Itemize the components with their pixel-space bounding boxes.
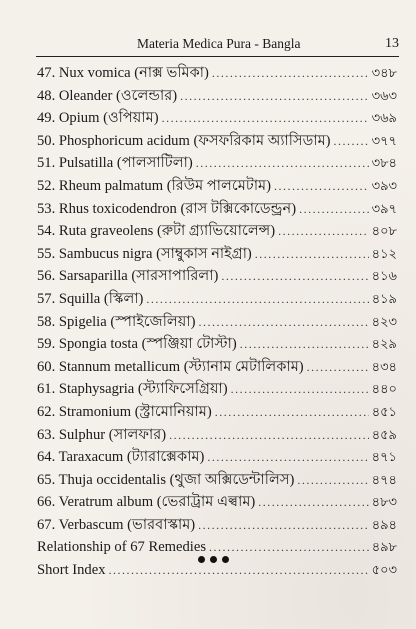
toc-entry <box>37 62 397 85</box>
toc-entry-page: ৪২৯ <box>371 336 397 352</box>
end-ornament <box>198 552 234 568</box>
ornament-dot <box>222 556 229 563</box>
toc-entry-title: 67. Verbascum (ভারবাস্কাম) <box>37 516 196 533</box>
toc-entry-page: ৪৭৪ <box>371 471 397 487</box>
dot-leader <box>109 559 369 582</box>
toc-entry-title: 51. Pulsatilla (পালসাটিলা) <box>37 155 193 172</box>
dot-leader <box>274 175 369 198</box>
dot-leader <box>162 107 369 130</box>
toc-entry-page: ৪২৩ <box>371 313 397 329</box>
toc-entry-title: 52. Rheum palmatum (রিউম পালমেটাম) <box>37 177 272 194</box>
toc-entry-title: 65. Thuja occidentalis (থুজা অক্সিডেন্টালিস) <box>37 471 295 488</box>
dot-leader <box>215 401 369 424</box>
toc-entry-title: Short Index <box>37 562 106 579</box>
dot-leader <box>146 288 368 311</box>
dot-leader <box>307 356 369 379</box>
ornament-dot <box>198 556 205 563</box>
toc-entry-title: 56. Sarsaparilla (সারসাপারিলা) <box>37 268 219 285</box>
toc-entry-title: 49. Opium (ওপিয়াম) <box>37 110 159 127</box>
dot-leader <box>212 62 369 85</box>
running-header <box>36 30 399 52</box>
toc-entry-page: ৪৯৮ <box>371 539 397 555</box>
toc-entry <box>37 288 397 311</box>
toc-entry <box>37 243 397 266</box>
toc-entry-page: ৪৫১ <box>371 403 397 419</box>
toc-entry-title: 59. Spongia tosta (স্পঞ্জিয়া টোস্টা) <box>37 336 237 353</box>
toc-entry <box>37 85 397 108</box>
toc-entry-page: ৪১২ <box>371 245 397 261</box>
toc-entry <box>37 152 397 175</box>
toc-entry-page: ৩৬৩ <box>371 87 397 103</box>
toc-entry-page: ৩৪৮ <box>371 65 397 80</box>
dot-leader <box>198 311 368 334</box>
toc-entry-title: 64. Taraxacum (ট্যারাক্সেকাম) <box>37 449 205 466</box>
dot-leader <box>334 130 369 153</box>
toc-entry <box>37 469 397 492</box>
toc-entry-title: 62. Stramonium (স্ট্রামোনিয়াম) <box>37 403 212 420</box>
toc-entry-page: ৪৩৪ <box>371 358 397 374</box>
toc-entry-title: 66. Veratrum album (ভেরাট্রাম এল্বাম) <box>37 494 256 511</box>
toc-entry <box>37 107 397 130</box>
dot-leader <box>231 378 369 401</box>
toc-entry-page: ৩৮৪ <box>371 155 397 171</box>
dot-leader <box>180 85 369 108</box>
dot-leader <box>196 152 369 175</box>
dot-leader <box>258 491 368 514</box>
dot-leader <box>221 265 368 288</box>
toc-entry-page: ৪৯৪ <box>371 516 397 532</box>
toc-entry-page: ৩৯৩ <box>371 177 397 193</box>
table-of-contents <box>37 62 397 582</box>
toc-entry-title: 47. Nux vomica (নাক্স ভমিকা) <box>37 65 209 81</box>
toc-entry <box>37 514 397 537</box>
toc-entry-page: ৩৬৯ <box>371 110 397 126</box>
toc-entry <box>37 491 397 514</box>
toc-entry <box>37 356 397 379</box>
toc-entry <box>37 175 397 198</box>
toc-entry-page: ৪১৬ <box>371 268 397 284</box>
dot-leader <box>198 514 369 537</box>
toc-entry <box>37 401 397 424</box>
toc-entry-title: Relationship of 67 Remedies <box>37 539 207 556</box>
toc-entry <box>37 446 397 469</box>
toc-entry-page: ৪৫৯ <box>371 426 397 442</box>
dot-leader <box>207 446 368 469</box>
dot-leader <box>299 198 369 221</box>
page-number: 13 <box>385 36 399 51</box>
dot-leader <box>297 469 368 492</box>
header-divider <box>36 56 399 57</box>
book-title: Materia Medica Pura - Bangla <box>137 36 301 51</box>
toc-entry <box>37 265 397 288</box>
toc-entry-title: 50. Phosphoricum acidum (ফসফরিকাম অ্যাসিডাম) <box>37 132 331 149</box>
toc-entry <box>37 220 397 243</box>
toc-entry-page: ৪০৮ <box>371 223 397 239</box>
toc-entry-title: 57. Squilla (স্কিলা) <box>37 290 144 307</box>
toc-entry-page: ৪৭১ <box>371 449 397 465</box>
toc-entry-page: ৩৭৭ <box>371 132 397 148</box>
toc-entry-title: 48. Oleander (ওলেন্ডার) <box>37 87 178 104</box>
toc-entry-page: ৪৪০ <box>371 381 397 397</box>
toc-entry-title: 55. Sambucus nigra (সাম্বুকাস নাইগ্রা) <box>37 245 252 262</box>
dot-leader <box>278 220 369 243</box>
toc-entry-title: 58. Spigelia (স্পাইজেলিয়া) <box>37 313 196 330</box>
toc-entry <box>37 311 397 334</box>
dot-leader <box>255 243 369 266</box>
ornament-dot <box>210 556 217 563</box>
toc-entry-page: ৫০৩ <box>371 562 397 578</box>
toc-entry-page: ৪৮৩ <box>371 494 397 510</box>
dot-leader <box>169 424 369 447</box>
toc-entry-title: 60. Stannum metallicum (স্ট্যানাম মেটালিকাম) <box>37 358 304 375</box>
toc-entry <box>37 378 397 401</box>
toc-entry <box>37 333 397 356</box>
toc-entry-page: ৪১৯ <box>371 290 397 306</box>
toc-entry-page: ৩৯৭ <box>371 200 397 216</box>
toc-entry-title: 54. Ruta graveolens (রুটা গ্র্যাভিয়োলেন্স) <box>37 223 276 240</box>
toc-entry <box>37 198 397 221</box>
toc-entry-title: 61. Staphysagria (স্ট্যাফিসেগ্রিয়া) <box>37 381 228 398</box>
toc-entry <box>37 130 397 153</box>
toc-entry <box>37 424 397 447</box>
dot-leader <box>240 333 369 356</box>
toc-entry-title: 63. Sulphur (সালফার) <box>37 426 167 443</box>
toc-entry-title: 53. Rhus toxicodendron (রাস টক্সিকোডেন্ড্রন) <box>37 200 297 217</box>
